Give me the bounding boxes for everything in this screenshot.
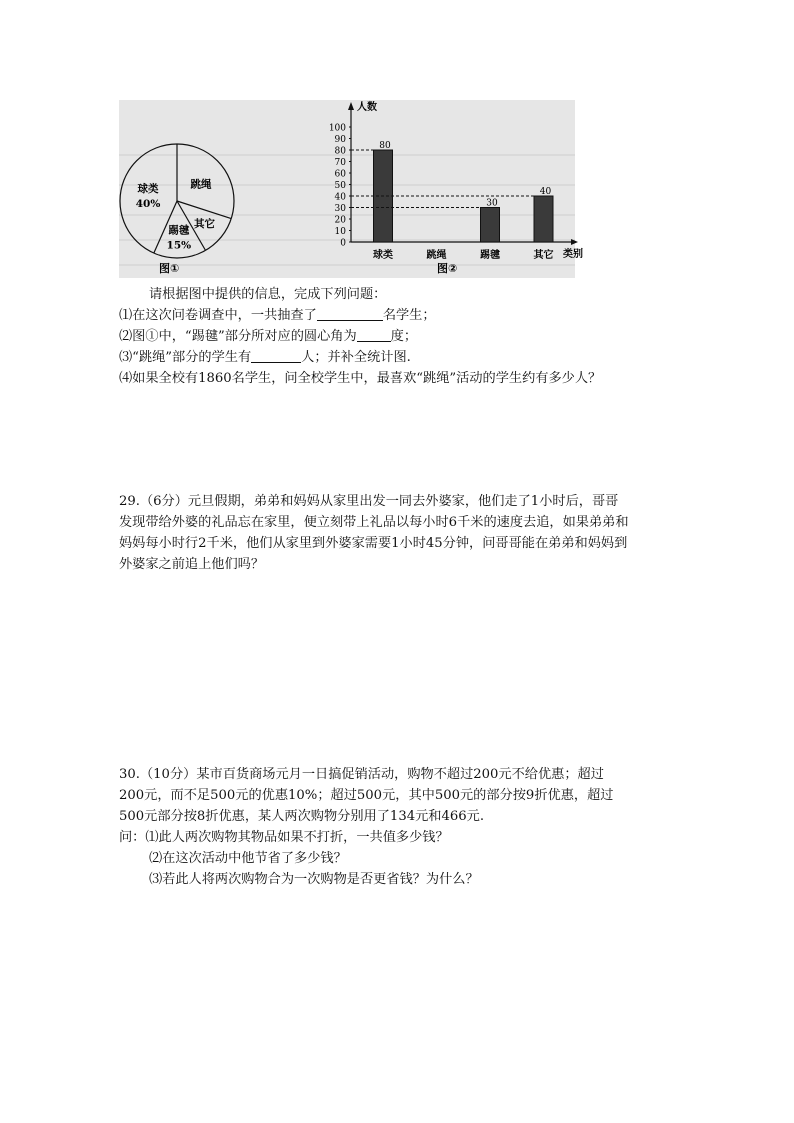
x-tick-label: 球类 bbox=[373, 250, 393, 261]
pie-slice-label: 其它 bbox=[193, 218, 215, 231]
figure2-caption: 图② bbox=[437, 262, 458, 275]
pie-slice-percent: 15% bbox=[166, 239, 192, 252]
q30-line4: 问：⑴此人两次购物其物品如果不打折，一共值多少钱？ bbox=[119, 830, 449, 845]
answer-blank-2[interactable] bbox=[357, 327, 391, 342]
y-tick-label: 10 bbox=[334, 227, 346, 237]
q29-line4: 外婆家之前追上他们吗？ bbox=[119, 557, 265, 572]
pie-chart bbox=[120, 144, 234, 258]
answer-blank-3[interactable] bbox=[251, 348, 301, 363]
q30-line5: ⑵在这次活动中他节省了多少钱？ bbox=[149, 851, 347, 866]
y-tick-label: 30 bbox=[334, 204, 346, 214]
pie-slice-label: 球类 bbox=[137, 182, 159, 195]
y-tick-label: 40 bbox=[334, 192, 346, 203]
figure1-caption: 图① bbox=[159, 262, 180, 275]
x-axis-title: 类别 bbox=[563, 249, 583, 260]
figure-strip bbox=[119, 100, 583, 278]
answer-blank-1[interactable] bbox=[317, 306, 383, 321]
x-tick-label: 踢毽 bbox=[480, 250, 500, 261]
bar bbox=[534, 196, 553, 242]
q30-line1: 30.（10分）某市百货商场元月一日搞促销活动，购物不超过200元不给优惠；超过 bbox=[119, 767, 604, 782]
x-tick-label: 其它 bbox=[533, 250, 554, 261]
q30-line2: 200元，而不足500元的优惠10%；超过500元，其中500元的部分按9折优惠，超过 bbox=[119, 788, 614, 803]
bar-data-label: 30 bbox=[486, 198, 498, 209]
statistics-figures bbox=[119, 100, 583, 278]
y-tick-label: 60 bbox=[334, 169, 346, 180]
q29-line2: 发现带给外婆的礼品忘在家里，便立刻带上礼品以每小时6千米的速度去追，如果弟弟和 bbox=[119, 515, 629, 530]
y-axis-title: 人数 bbox=[357, 102, 377, 113]
x-tick-label: 跳绳 bbox=[426, 250, 447, 261]
pie-slice-label: 跳绳 bbox=[190, 178, 212, 191]
y-tick-label: 90 bbox=[334, 135, 346, 145]
y-tick-label: 70 bbox=[334, 158, 346, 168]
question-30 bbox=[119, 764, 613, 890]
y-tick-label: 0 bbox=[340, 238, 346, 249]
y-tick-label: 50 bbox=[334, 181, 346, 191]
bar bbox=[481, 208, 500, 243]
q28-part4: ⑷如果全校有1860名学生，问全校学生中，最喜欢“跳绳”活动的学生约有多少人？ bbox=[119, 371, 602, 386]
pie-slice-percent: 40% bbox=[135, 197, 161, 210]
q30-line6: ⑶若此人将两次购物合为一次购物是否更省钱？为什么？ bbox=[149, 872, 479, 887]
q28-intro: 请根据图中提供的信息，完成下列问题： bbox=[149, 287, 387, 302]
q30-line3: 500元部分按8折优惠，某人两次购物分别用了134元和466元. bbox=[119, 809, 485, 824]
question-28 bbox=[119, 284, 601, 389]
q29-line3: 妈妈每小时行2千米，他们从家里到外婆家需要1小时45分钟，问哥哥能在弟弟和妈妈到 bbox=[119, 536, 628, 551]
question-29 bbox=[119, 491, 629, 575]
q29-line1: 29.（6分）元旦假期，弟弟和妈妈从家里出发一同去外婆家，他们走了1小时后，哥哥 bbox=[119, 494, 619, 509]
y-tick-label: 100 bbox=[328, 123, 346, 134]
y-tick-label: 80 bbox=[334, 146, 346, 157]
y-axis-arrow bbox=[348, 102, 354, 110]
q28-part2: ⑵图①中，“踢毽”部分所对应的圆心角为 度； bbox=[119, 329, 418, 344]
y-tick-label: 20 bbox=[334, 215, 346, 226]
pie-slice-label: 踢毽 bbox=[168, 224, 190, 237]
bar-data-label: 40 bbox=[539, 187, 552, 197]
q28-part1: ⑴在这次问卷调查中，一共抽查了 名学生； bbox=[119, 308, 436, 323]
bar-data-label: 80 bbox=[379, 141, 391, 151]
q28-part3: ⑶“跳绳”部分的学生有 人；并补全统计图. bbox=[119, 350, 411, 365]
bar-chart bbox=[329, 100, 583, 261]
